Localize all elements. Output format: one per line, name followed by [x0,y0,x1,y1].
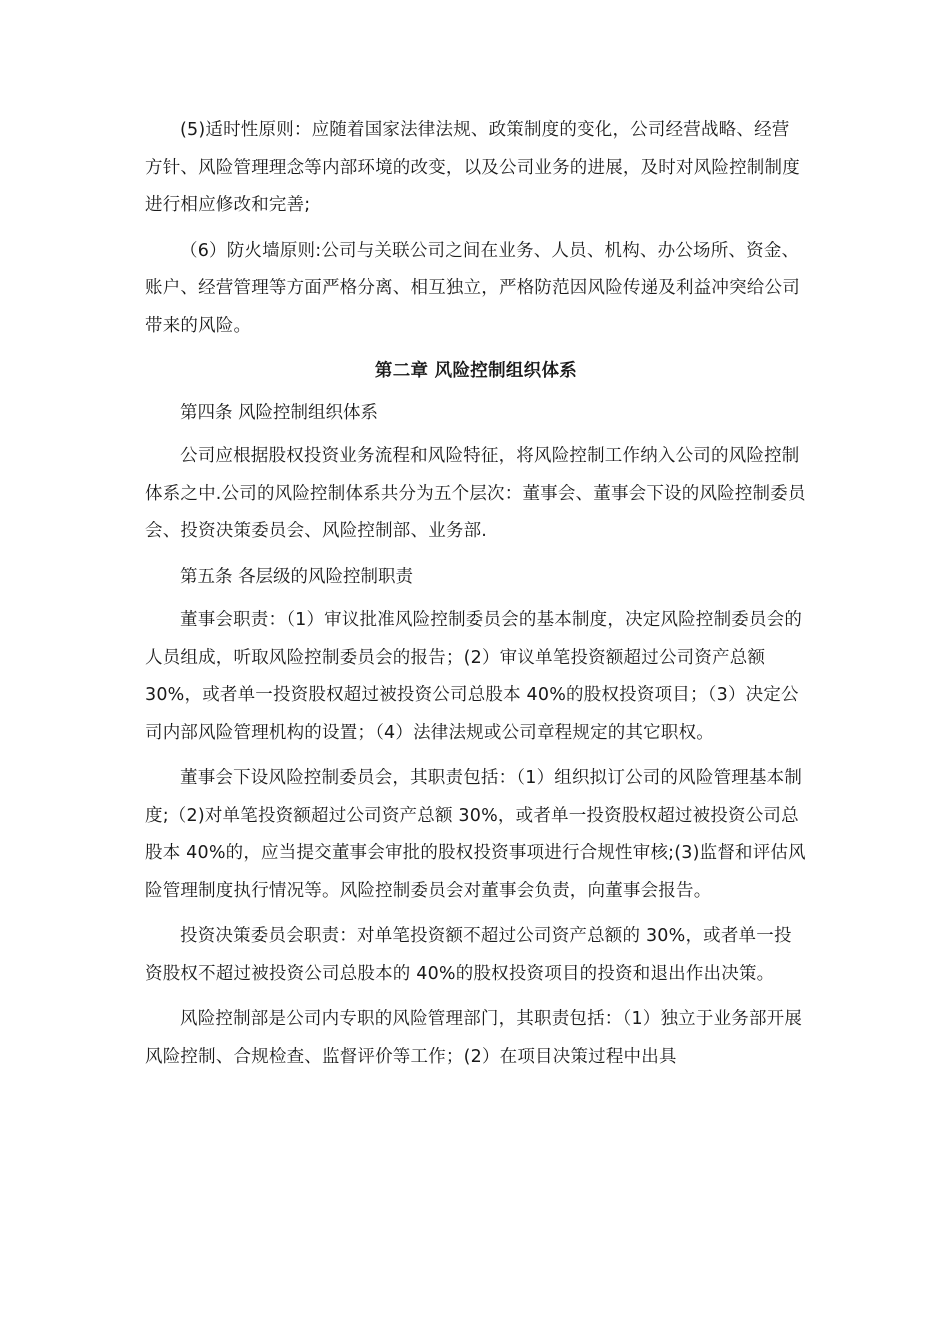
paragraph-board-duties: 董事会职责：（1）审议批准风险控制委员会的基本制度，决定风险控制委员会的人员组成，听取风险控制委员会的报告；(2）审议单笔投资额超过公司资产总额 30%，或者单一投资股权超过被投资公司总股本 40%的股权投资项目；（3）决定公司内部风险管理机构的设置；（4）法律法规或公司章程规定的其它职权。 [145,610,803,743]
paragraph-timeliness-principle: (5)适时性原则：应随着国家法律法规、政策制度的变化，公司经营战略、经营方针、风险管理理念等内部环境的改变，以及公司业务的进展，及时对风险控制制度进行相应修改和完善; [145,120,800,215]
article-4-title: 第四条 风险控制组织体系 [180,402,379,423]
paragraph-risk-control-department: 风险控制部是公司内专职的风险管理部门，其职责包括：（1）独立于业务部开展风险控制、合规检查、监督评价等工作；(2）在项目决策过程中出具 [145,1009,803,1067]
paragraph-risk-control-system: 公司应根据股权投资业务流程和风险特征，将风险控制工作纳入公司的风险控制体系之中.公司的风险控制体系共分为五个层次：董事会、董事会下设的风险控制委员会、投资决策委员会、风险控制部、业务部. [145,446,806,541]
paragraph-firewall-principle: （6）防火墙原则:公司与关联公司之间在业务、人员、机构、办公场所、资金、账户、经营管理等方面严格分离、相互独立，严格防范因风险传递及利益冲突给公司带来的风险。 [145,240,800,336]
chapter-title: 第二章 风险控制组织体系 [374,361,578,381]
paragraph-investment-committee-duties: 投资决策委员会职责：对单笔投资额不超过公司资产总额的 30%，或者单一投资股权不超过被投资公司总股本的 40%的股权投资项目的投资和退出作出决策。 [145,926,792,984]
document-body [145,112,807,1084]
article-5-title: 第五条 各层级的风险控制职责 [180,566,414,587]
paragraph-risk-committee-duties: 董事会下设风险控制委员会，其职责包括：（1）组织拟订公司的风险管理基本制度;（2)对单笔投资额超过公司资产总额 30%，或者单一投资股权超过被投资公司总股本 40%的，应当提交董事会审批的股权投资事项进行合规性审核;(3)监督和评估风险管理制度执行情况等。风险控制委员会对董事会负责，向董事会报告。 [145,768,806,901]
